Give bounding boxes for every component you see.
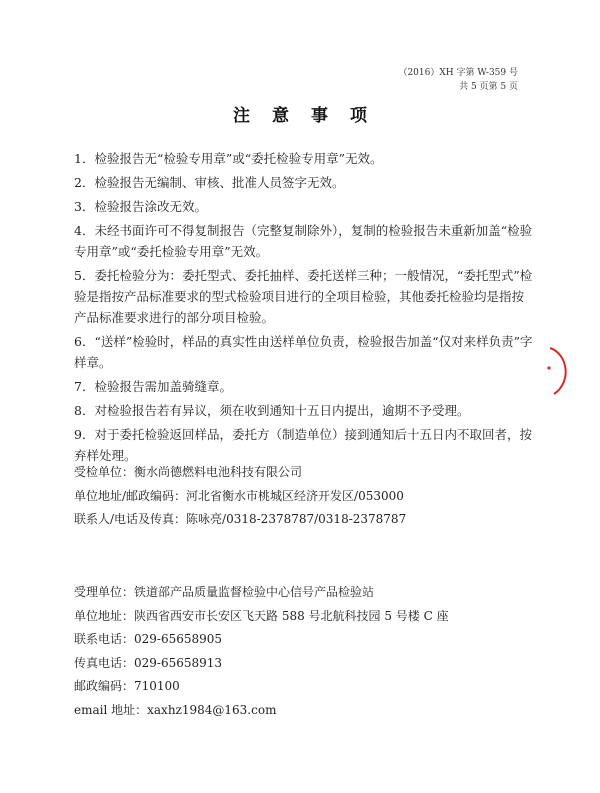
note-item-9: 9．对于委托检验返回样品，委托方（制造单位）接到通知后十五日内不取回者，按弃样处理。	[74, 427, 532, 463]
note-item-3: 3．检验报告涂改无效。	[74, 199, 207, 214]
note-item-5: 5．委托检验分为：委托型式、委托抽样、委托送样三种；一般情况，“委托型式”检验是指按产品标准要求的型式检验项目进行的全项目检验，其他委托检验均是指按产品标准要求进行的部分项目检验。	[74, 268, 533, 325]
station-fax: 传真电话：029-65658913	[74, 655, 223, 670]
station-email: email 地址：xaxhz1984@163.com	[74, 702, 277, 717]
client-address: 单位地址/邮政编码：河北省衡水市桃城区经济开发区/053000	[74, 488, 404, 503]
note-item-7: 7．检验报告需加盖骑缝章。	[74, 379, 232, 394]
page-number: 共 5 页第 5 页	[459, 82, 518, 92]
client-contact: 联系人/电话及传真：陈咏亮/0318-2378787/0318-2378787	[74, 512, 407, 526]
station-address: 单位地址：陕西省西安市长安区飞天路 588 号北航科技园 5 号楼 C 座	[74, 608, 449, 623]
report-number: （2016）XH 字第 W-359 号	[398, 68, 518, 78]
client-unit: 受检单位：衡水尚德燃料电池科技有限公司	[74, 465, 303, 479]
note-item-1: 1．检验报告无“检验专用章”或“委托检验专用章”无效。	[74, 151, 383, 166]
note-item-2: 2．检验报告无编制、审核、批准人员签字无效。	[74, 175, 345, 190]
note-item-8: 8．对检验报告若有异议，须在收到通知十五日内提出，逾期不予受理。	[74, 403, 470, 418]
page-title: 注意事项	[233, 106, 389, 126]
seam-stamp-icon	[546, 346, 576, 396]
station-postcode: 邮政编码：710100	[74, 679, 180, 693]
client-info	[74, 461, 544, 532]
station-unit: 受理单位：铁道部产品质量监督检验中心信号产品检验站	[74, 585, 375, 599]
notes-list	[74, 148, 536, 469]
station-info	[74, 581, 544, 722]
note-item-4: 4．未经书面许可不得复制报告（完整复制除外），复制的检验报告未重新加盖“检验专用章”或“委托检验专用章”无效。	[74, 223, 533, 259]
seam-stamp-dot	[547, 366, 550, 369]
note-item-6: 6．“送样”检验时，样品的真实性由送样单位负责，检验报告加盖“仅对来样负责”字样章。	[74, 334, 533, 370]
seam-stamp-arc	[550, 348, 566, 394]
station-phone: 联系电话：029-65658905	[74, 632, 223, 646]
report-reference	[398, 66, 518, 94]
